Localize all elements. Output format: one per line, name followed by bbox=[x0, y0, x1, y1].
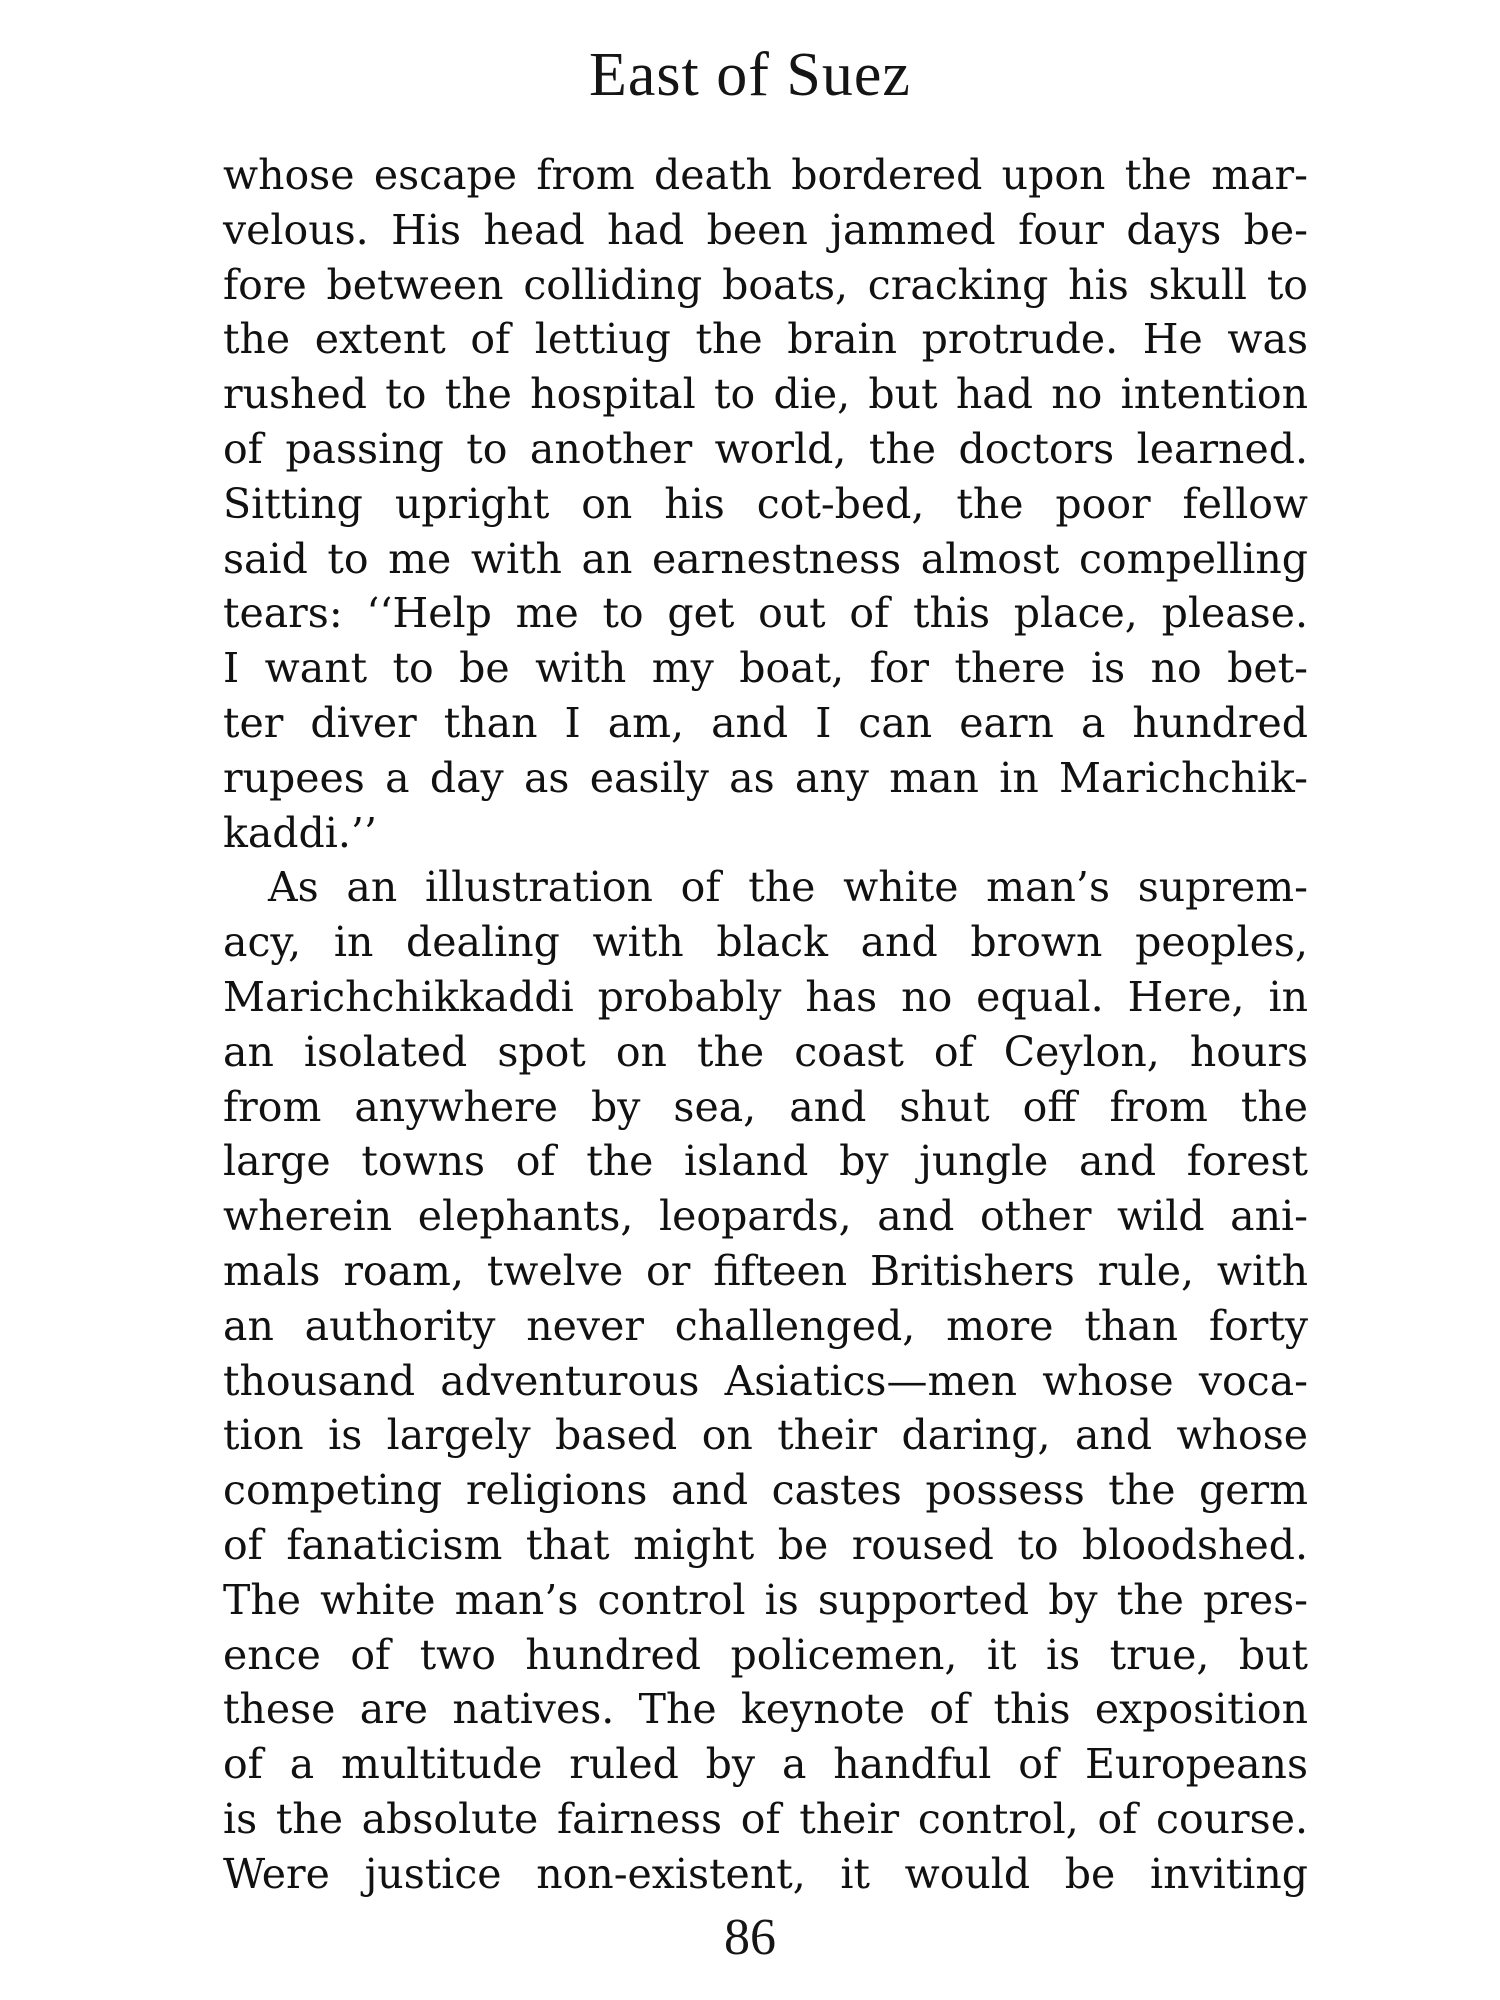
text-line: an authority never challenged, more than forty bbox=[223, 1301, 1308, 1350]
text-line: of a multitude ruled by a handful of Europeans bbox=[223, 1740, 1308, 1789]
text-line: of passing to another world, the doctors learned. bbox=[223, 424, 1308, 473]
text-line: wherein elephants, leopards, and other wild ani- bbox=[223, 1192, 1308, 1241]
text-line: mals roam, twelve or fifteen Britishers rule, with bbox=[223, 1246, 1308, 1295]
text-line: tion is largely based on their daring, and whose bbox=[223, 1411, 1308, 1460]
page-number: 86 bbox=[724, 1909, 776, 1966]
text-line: The white man’s control is supported by the pres- bbox=[223, 1575, 1308, 1624]
body-text bbox=[223, 148, 1308, 1902]
text-line: whose escape from death bordered upon the mar- bbox=[223, 151, 1308, 199]
text-line: the extent of lettiug the brain protrude. He was bbox=[223, 315, 1308, 364]
text-line: acy, in dealing with black and brown peoples, bbox=[223, 918, 1308, 967]
text-line: Were justice non-existent, it would be inviting bbox=[223, 1849, 1308, 1898]
text-line: these are natives. The keynote of this exposition bbox=[223, 1685, 1308, 1734]
text-line: from anywhere by sea, and shut off from the bbox=[223, 1082, 1308, 1131]
text-line: rushed to the hospital to die, but had no intention bbox=[223, 370, 1308, 419]
text-line: tears: ‘‘Help me to get out of this place, please. bbox=[223, 589, 1308, 638]
text-line: rupees a day as easily as any man in Marichchik- bbox=[223, 753, 1308, 802]
text-line: thousand adventurous Asiatics—men whose voca- bbox=[223, 1356, 1308, 1405]
text-line: large towns of the island by jungle and forest bbox=[223, 1137, 1308, 1186]
text-line: ence of two hundred policemen, it is true, but bbox=[223, 1630, 1308, 1679]
text-line: competing religions and castes possess the germ bbox=[223, 1466, 1308, 1515]
text-line: ter diver than I am, and I can earn a hundred bbox=[223, 698, 1308, 747]
text-line: an isolated spot on the coast of Ceylon, hours bbox=[223, 1027, 1308, 1076]
text-line: said to me with an earnestness almost compelling bbox=[223, 534, 1308, 583]
text-line: of fanaticism that might be roused to bloodshed. bbox=[223, 1520, 1308, 1569]
text-line: Marichchikkaddi probably has no equal. Here, in bbox=[223, 972, 1308, 1021]
text-line: velous. His head had been jammed four days be- bbox=[223, 205, 1308, 254]
text-line: Sitting upright on his cot-bed, the poor fellow bbox=[223, 479, 1308, 528]
paragraph-start-line: As an illustration of the white man’s suprem- bbox=[268, 863, 1308, 912]
text-line: is the absolute fairness of their control, of course. bbox=[223, 1794, 1308, 1843]
text-line: I want to be with my boat, for there is no bet- bbox=[223, 644, 1308, 693]
text-line: fore between colliding boats, cracking his skull to bbox=[223, 260, 1308, 309]
paragraph-end-line: kaddi.’’ bbox=[223, 808, 377, 857]
running-head: East of Suez bbox=[589, 41, 911, 109]
